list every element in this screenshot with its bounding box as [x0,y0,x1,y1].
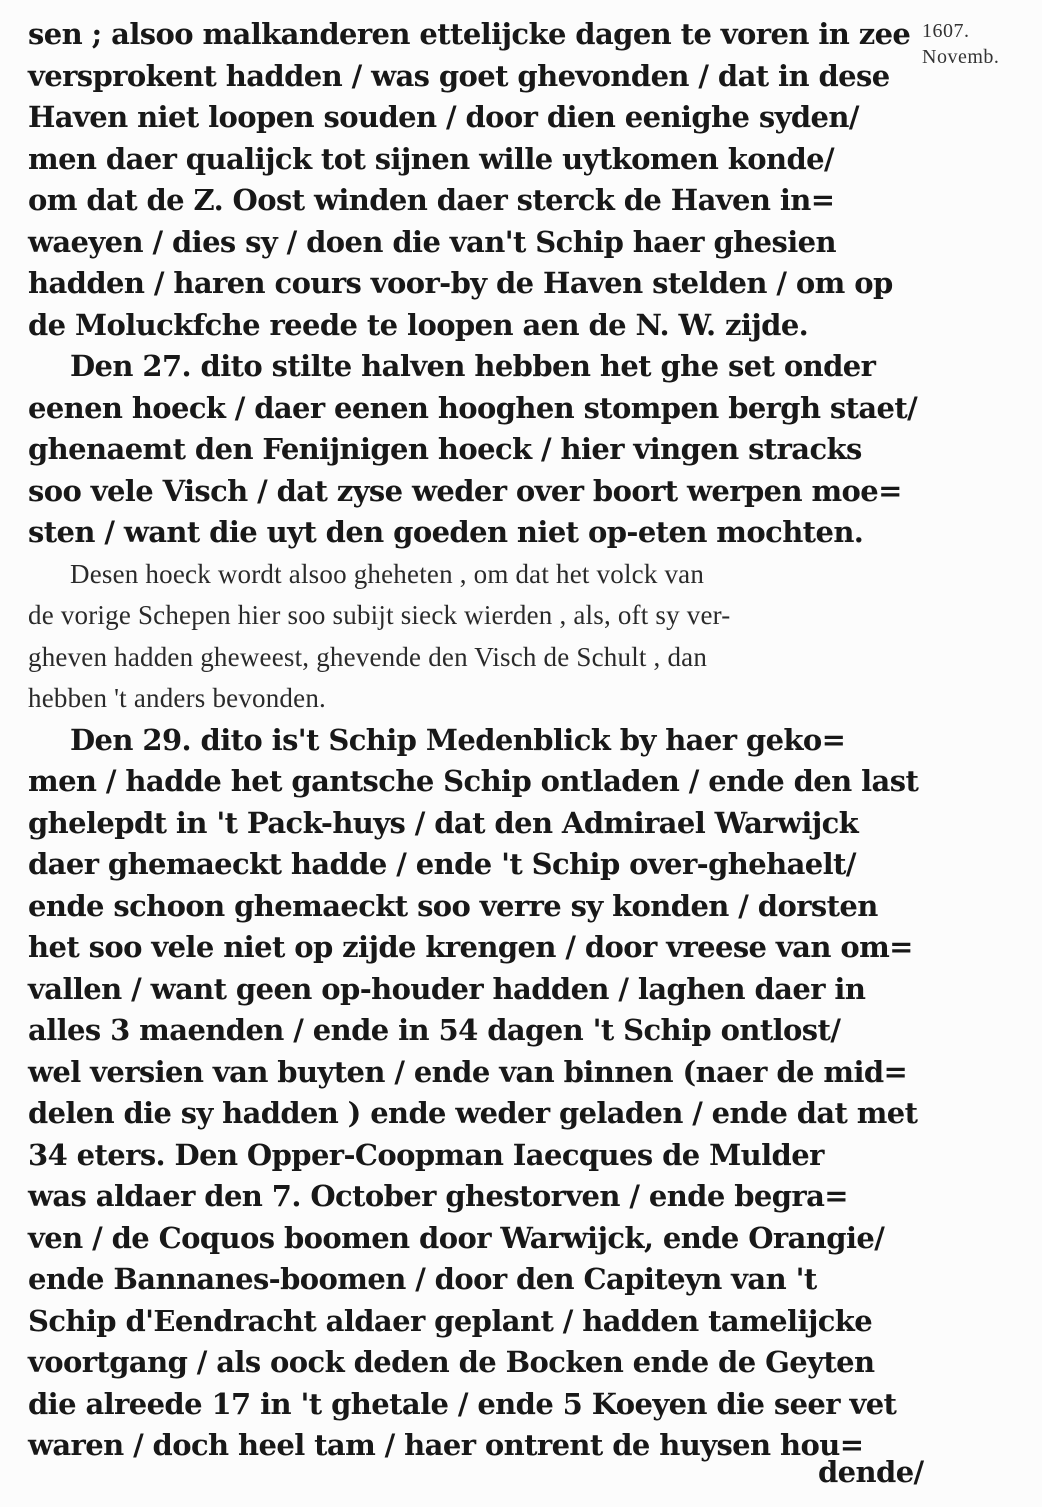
catchword: dende/ [818,1455,924,1489]
body-text [28,14,918,1467]
text-line: ende Bannanes-boomen / door den Capiteyn van 't [28,1262,817,1296]
text-line: die alreede 17 in 't ghetale / ende 5 Koeyen die seer vet [28,1386,897,1421]
text-line: ghenaemt den Fenijnigen hoeck / hier vingen stracks [28,432,862,466]
margin-year: 1607. [922,20,970,42]
text-line: alles 3 maenden / ende in 54 dagen 't Schip ontlost/ [28,1013,841,1047]
text-line: ghelepdt in 't Pack-huys / dat den Admirael Warwijck [28,805,859,840]
text-line: versprokent hadden / was goet ghevonden / dat in dese [28,58,890,93]
text-line: eenen hoeck / daer eenen hooghen stompen bergh staet/ [28,390,918,425]
text-line: het soo vele niet op zijde krengen / door vreese van om= [28,930,913,964]
margin-date-note [922,18,1032,70]
margin-month: Novemb. [922,46,1000,68]
text-line: Haven niet loopen souden / door dien eenighe syden/ [28,100,859,134]
text-line: ven / de Coquos boomen door Warwijck, ende Orangie/ [28,1220,885,1255]
text-line: de vorige Schepen hier soo subijt sieck wierden , als, oft sy ver- [28,600,731,630]
text-line: de Moluckfche reede te loopen aen de N. W. zijde. [28,307,809,342]
text-line: vallen / want geen op-houder hadden / laghen daer in [28,971,866,1006]
text-line: wel versien van buyten / ende van binnen (naer de mid= [28,1054,908,1089]
text-line: om dat de Z. Oost winden daer sterck de Haven in= [28,183,835,217]
text-line: 34 eters. Den Opper-Coopman Iaecques de Mulder [28,1137,824,1172]
text-line: ende schoon ghemaeckt soo verre sy konden / dorsten [28,888,878,923]
text-line: was aldaer den 7. October ghestorven / ende begra= [28,1179,848,1213]
text-line: voortgang / als oock deden de Bocken ende de Geyten [28,1345,875,1379]
text-line: hadden / haren cours voor-by de Haven stelden / om op [28,266,893,300]
text-line: daer ghemaeckt hadde / ende 't Schip over-ghehaelt/ [28,847,856,881]
text-line: delen die sy hadden ) ende weder geladen / ende dat met [28,1096,918,1130]
text-line: Schip d'Eendracht aldaer geplant / hadden tamelijcke [28,1303,873,1338]
text-line: soo vele Visch / dat zyse weder over boort werpen moe= [28,473,902,508]
text-line: waeyen / dies sy / doen die van't Schip haer ghesien [28,224,836,259]
text-line: sten / want die uyt den goeden niet op-eten mochten. [28,515,864,549]
text-line: men daer qualijck tot sijnen wille uytkomen konde/ [28,141,835,176]
paragraph-start-line: Den 29. dito is't Schip Medenblick by haer geko= [70,722,846,757]
text-line: gheven hadden gheweest, ghevende den Visch de Schult , dan [28,641,708,672]
text-line: men / hadde het gantsche Schip ontladen / ende den last [28,764,919,798]
paragraph-start-line: Den 27. dito stilte halven hebben het ghe set onder [70,349,876,383]
text-line: sen ; alsoo malkanderen ettelijcke dagen te voren in zee [28,17,911,51]
text-line: hebben 't anders bevonden. [28,683,326,713]
paragraph-start-line: Desen hoeck wordt alsoo gheheten , om dat het volck van [70,558,705,589]
text-line: waren / doch heel tam / haer ontrent de huysen hou= [28,1428,864,1462]
